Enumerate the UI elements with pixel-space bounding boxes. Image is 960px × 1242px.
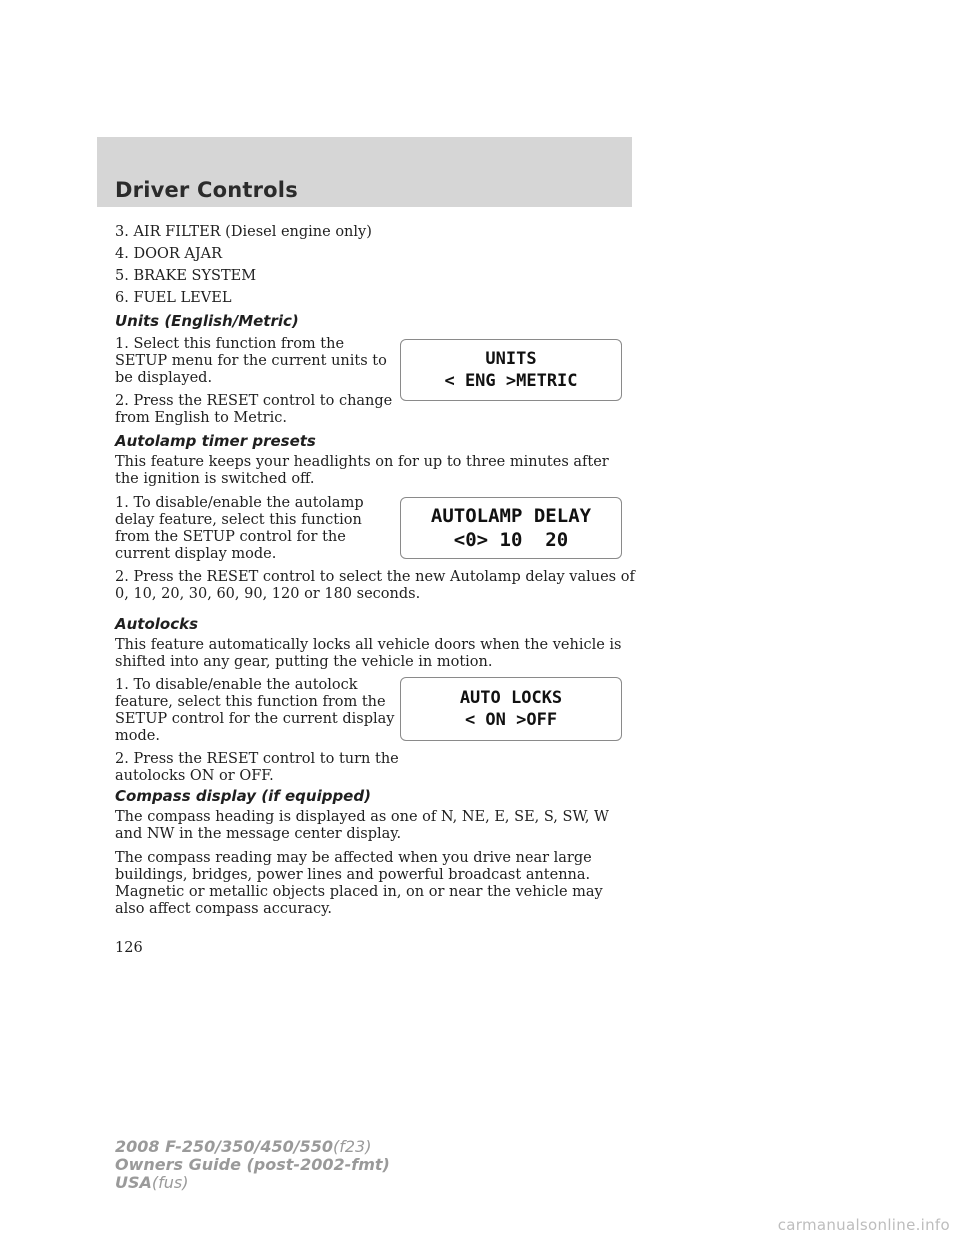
autolamp-display-line-1: AUTOLAMP DELAY [430, 505, 592, 527]
list-item: 5. BRAKE SYSTEM [115, 268, 257, 284]
page-number: 126 [115, 940, 143, 956]
autolocks-display [400, 677, 622, 741]
units-display-line-2: < ENG >METRIC [444, 371, 578, 391]
autolamp-step-2: 2. Press the RESET control to select the new Autolamp delay values of 0, 10, 20, 30, 60, 90, 120 or 180 seconds. [115, 569, 635, 602]
autolocks-display-line-2: < ON >OFF [464, 710, 558, 730]
autolamp-intro: This feature keeps your headlights on for up to three minutes after the ignition is switched off. [115, 454, 609, 487]
footer-guide: Owners Guide (post-2002-fmt) [115, 1155, 390, 1174]
units-display [400, 339, 622, 401]
autolocks-display-line-1: AUTO LOCKS [459, 688, 563, 708]
units-display-line-1: UNITS [485, 349, 537, 369]
autolamp-display-line-2: <0> 10 20 [453, 529, 569, 551]
watermark-text: carmanualsonline.info [777, 1216, 950, 1234]
compass-paragraph-2: The compass reading may be affected when you drive near large buildings, bridges, power lines and powerful broadcast antenna. Magnetic or metallic objects placed in, on or near the vehicle may also affect compass accuracy. [115, 850, 603, 917]
footer-model: 2008 F-250/350/450/550 [115, 1137, 333, 1156]
footer-model-code: (f23) [333, 1137, 372, 1156]
list-item: 3. AIR FILTER (Diesel engine only) [115, 224, 372, 240]
compass-paragraph-1: The compass heading is displayed as one of N, NE, E, SE, S, SW, W and NW in the message center display. [115, 809, 609, 842]
section-title: Driver Controls [115, 178, 298, 202]
autolocks-heading: Autolocks [115, 615, 199, 633]
autolocks-step-1: 1. To disable/enable the autolock feature, select this function from the SETUP control for the current display mode. [115, 677, 395, 744]
autolamp-step-1: 1. To disable/enable the autolamp delay feature, select this function from the SETUP control for the current display mode. [115, 495, 364, 562]
units-step-1: 1. Select this function from the SETUP menu for the current units to be displayed. [115, 336, 387, 386]
footer-region-code: (fus) [151, 1173, 189, 1192]
units-heading: Units (English/Metric) [115, 312, 299, 330]
list-item: 6. FUEL LEVEL [115, 290, 232, 306]
autolocks-step-2: 2. Press the RESET control to turn the autolocks ON or OFF. [115, 751, 399, 784]
autolamp-heading: Autolamp timer presets [115, 432, 316, 450]
autolocks-intro: This feature automatically locks all vehicle doors when the vehicle is shifted into any gear, putting the vehicle in motion. [115, 637, 622, 670]
autolamp-display [400, 497, 622, 559]
compass-heading: Compass display (if equipped) [115, 787, 371, 805]
list-item: 4. DOOR AJAR [115, 246, 223, 262]
units-step-2: 2. Press the RESET control to change from English to Metric. [115, 393, 393, 426]
document-footer [115, 1138, 390, 1192]
footer-region: USA [115, 1173, 152, 1192]
